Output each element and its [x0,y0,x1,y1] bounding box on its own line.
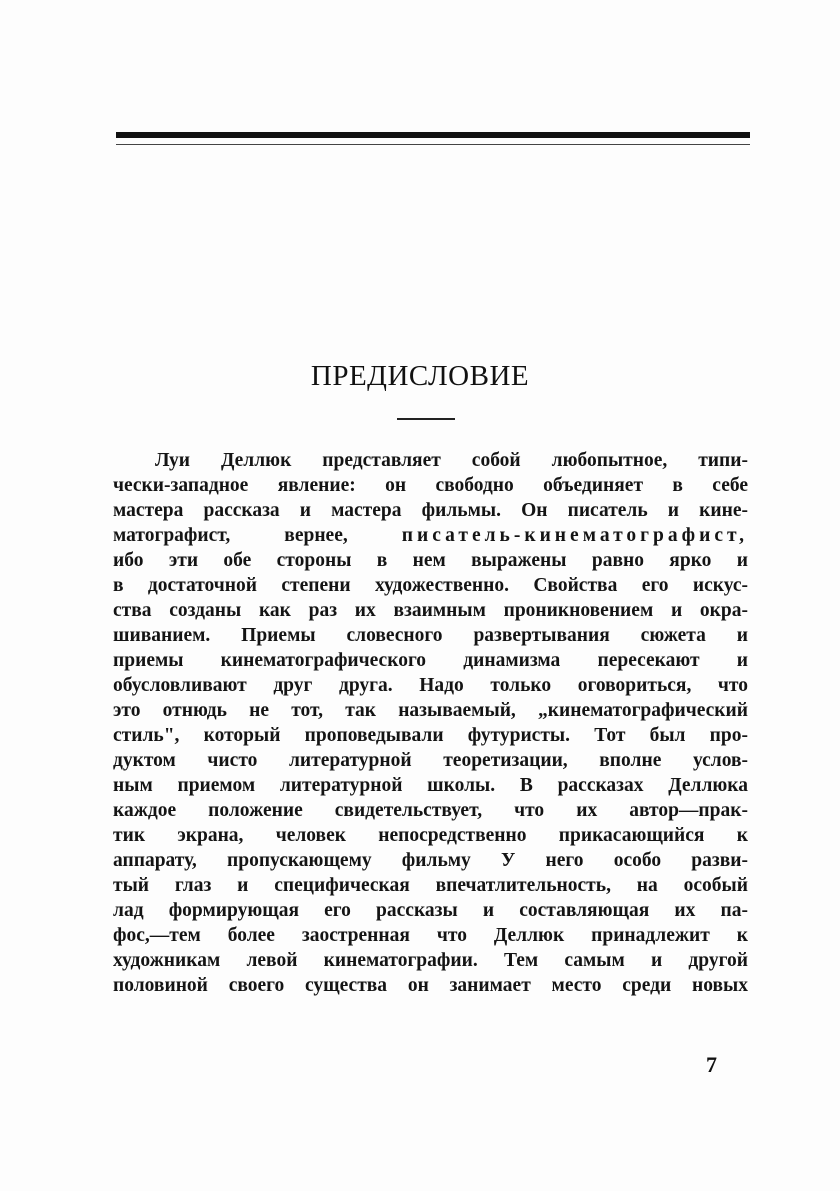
text-line: аппарату, пропускающему фильму У него особо разви- [113,850,748,871]
text-fragment: матографист, вернее, [113,525,402,546]
text-line: фос,—тем более заостренная что Деллюк принадлежит к [113,925,748,946]
preface-paragraph [113,448,748,998]
text-line: обусловливают друг друга. Надо только оговориться, что [113,675,748,696]
text-line: ным приемом литературной школы. В рассказах Деллюка [113,775,748,796]
text-line: Луи Деллюк представляет собой любопытное, типи- [155,450,748,471]
text-line: ибо эти обе стороны в нем выражены равно ярко и [113,550,748,571]
text-line-with-spaced-term [113,523,748,548]
text-line: ства созданы как раз их взаимным проникновением и окра- [113,600,748,621]
text-line: лад формирующая его рассказы и составляющая их па- [113,900,748,921]
text-line: чески-западное явление: он свободно объединяет в себе [113,475,748,496]
text-line: дуктом чисто литературной теоретизации, вполне услов- [113,750,748,771]
page-number: 7 [706,1052,717,1077]
header-rule-thick [116,132,750,138]
text-line: тый глаз и специфическая впечатлительность, на особый [113,875,748,896]
text-line: художникам левой кинематографии. Тем самым и другой [113,950,748,971]
text-line: приемы кинематографического динамизма пересекают и [113,650,748,671]
header-rule-thin [116,144,750,145]
text-line: каждое положение свидетельствует, что их автор—прак- [113,800,748,821]
text-line: мастера рассказа и мастера фильмы. Он писатель и кине- [113,500,748,521]
spaced-term: писатель-кинематографист, [401,525,748,546]
text-line: шиванием. Приемы словесного развертывания сюжета и [113,625,748,646]
text-line: в достаточной степени художественно. Свойства его искус- [113,575,748,596]
text-line: стиль", который проповедывали футуристы. Тот был про- [113,725,748,746]
text-line: половиной своего существа он занимает место среди новых [113,975,748,996]
text-line: тик экрана, человек непосредственно прикасающийся к [113,825,748,846]
title-underline [397,418,455,420]
chapter-title: ПРЕДИСЛОВИЕ [310,360,530,392]
text-line: это отнюдь не тот, так называемый, „кинематографический [113,700,748,721]
